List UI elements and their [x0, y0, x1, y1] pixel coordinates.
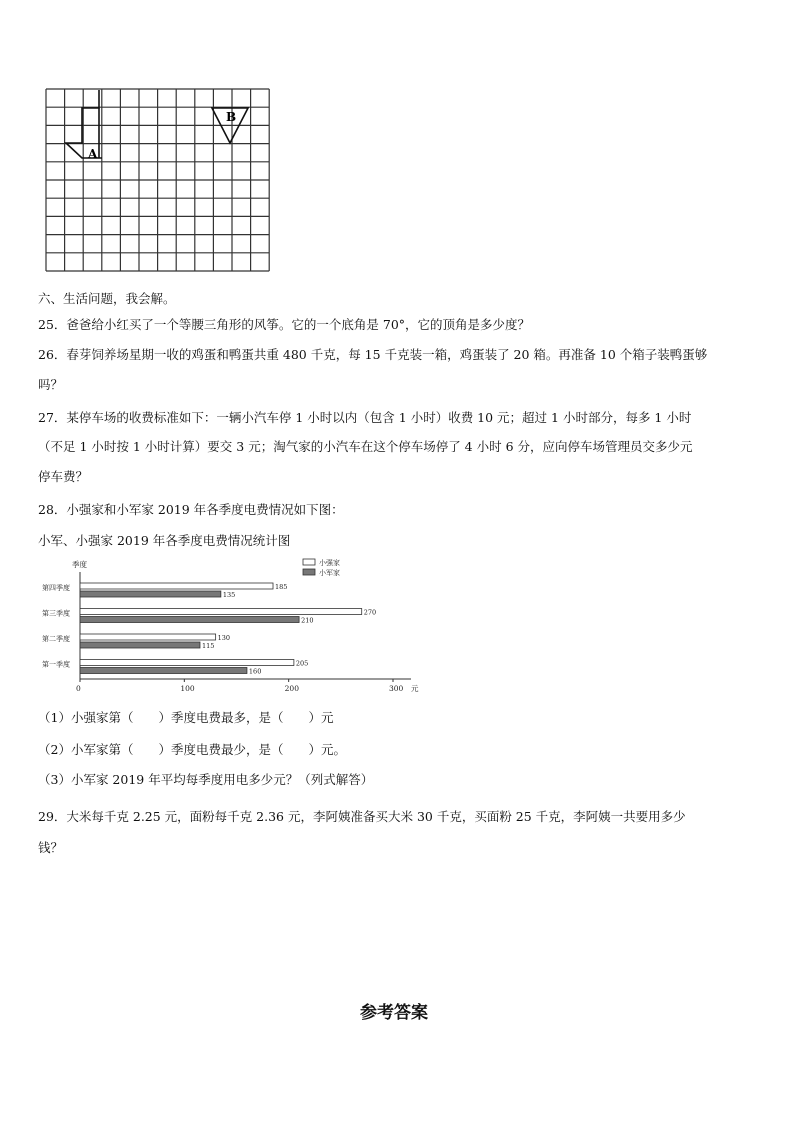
bar-xiaojun [80, 617, 299, 623]
bar-value-label: 205 [295, 659, 309, 668]
chart-xlabel: 元 [411, 684, 419, 693]
q28-sub1: （1）小强家第（ ）季度电费最多，是（ ）元 [38, 710, 334, 725]
section6-heading: 六、生活问题，我会解。 [38, 291, 176, 306]
category-label: 第四季度 [42, 584, 70, 592]
x-tick-label: 0 [76, 684, 81, 693]
bar-value-label: 270 [363, 608, 377, 617]
q27-line3: 停车费？ [38, 469, 89, 484]
q26-line2: 吗？ [38, 377, 64, 392]
legend-swatch [303, 559, 315, 565]
electricity-bar-chart [38, 556, 428, 696]
q28-line1: 28．小强家和小军家 2019 年各季度电费情况如下图： [38, 502, 344, 517]
category-label: 第一季度 [42, 660, 70, 669]
category-label: 第三季度 [42, 609, 70, 618]
bar-value-label: 130 [217, 634, 231, 642]
grid-figure [44, 88, 272, 274]
bar-xiaoqiang [80, 609, 362, 615]
q28-sub3: （3）小军家 2019 年平均每季度用电多少元？（列式解答） [38, 772, 374, 787]
bar-xiaojun [80, 668, 247, 674]
x-tick-label: 300 [389, 684, 404, 693]
legend-label: 小强家 [319, 559, 340, 567]
bar-xiaoqiang [80, 660, 294, 666]
legend-label: 小军家 [319, 569, 340, 577]
category-label: 第二季度 [42, 635, 70, 643]
bar-value-label: 160 [248, 667, 262, 676]
bar-xiaojun [80, 591, 221, 597]
shape-b-label: B [226, 110, 237, 124]
chart-ylabel: 季度 [72, 560, 87, 569]
q29-line1: 29．大米每千克 2.25 元，面粉每千克 2.36 元，李阿姨准备买大米 30 千克，买面粉 25 千克，李阿姨一共要用多少 [38, 809, 686, 824]
q27-line2: （不足 1 小时按 1 小时计算）要交 3 元；淘气家的小汽车在这个停车场停了 4 小时 6 分，应向停车场管理员交多少元 [38, 439, 693, 454]
x-tick-label: 200 [284, 684, 299, 693]
chart-title: 小军、小强家 2019 年各季度电费情况统计图 [38, 533, 291, 548]
q29-line2: 钱？ [38, 840, 64, 855]
bar-xiaojun [80, 642, 200, 648]
q25-line1: 25．爸爸给小红买了一个等腰三角形的风筝。它的一个底角是 70°，它的顶角是多少度？ [38, 317, 531, 332]
x-tick-label: 100 [180, 684, 195, 693]
bar-value-label: 135 [222, 591, 236, 599]
bar-value-label: 115 [201, 642, 215, 650]
bar-xiaoqiang [80, 583, 273, 589]
q27-line1: 27．某停车场的收费标准如下：一辆小汽车停 1 小时以内（包含 1 小时）收费 10 元；超过 1 小时部分，每多 1 小时 [38, 410, 692, 425]
bar-value-label: 210 [301, 616, 314, 625]
q28-sub2: （2）小军家第（ ）季度电费最少，是（ ）元。 [38, 742, 346, 757]
answers-title: 参考答案 [360, 1003, 428, 1023]
shape-a-label: A [88, 147, 98, 161]
bar-value-label: 185 [275, 583, 288, 591]
q26-line1: 26．春芽饲养场星期一收的鸡蛋和鸭蛋共重 480 千克，每 15 千克装一箱，鸡蛋装了 20 箱。再准备 10 个箱子装鸭蛋够 [38, 347, 708, 362]
legend-swatch [303, 569, 315, 575]
bar-xiaoqiang [80, 634, 216, 640]
